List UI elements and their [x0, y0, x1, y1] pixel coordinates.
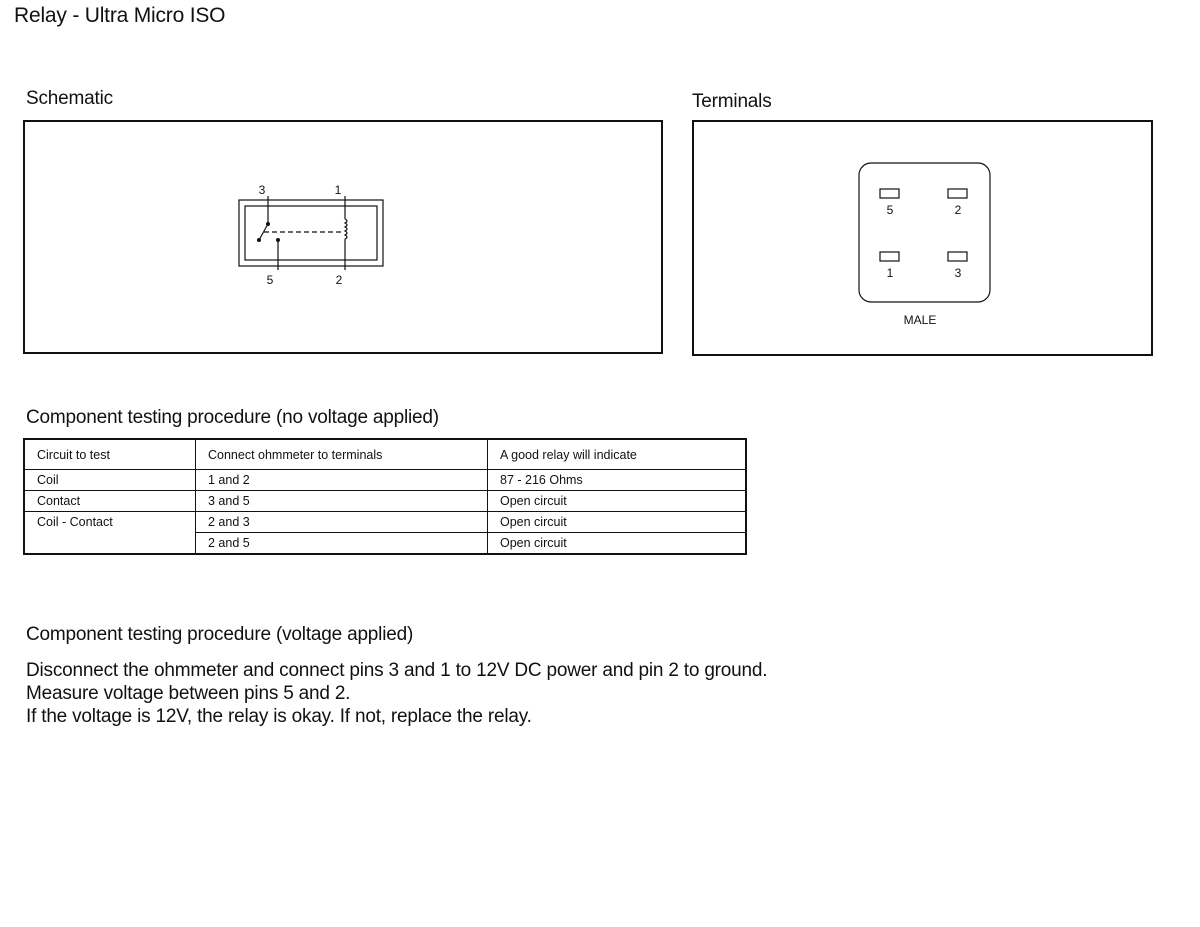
no-voltage-test-table: [23, 438, 747, 555]
no-voltage-test-heading: Component testing procedure (no voltage applied): [26, 407, 439, 428]
table-cell: 1 and 2: [196, 470, 488, 491]
terminal-slot-2: [948, 189, 967, 198]
table-cell: Open circuit: [488, 533, 747, 555]
table-row: [24, 470, 746, 491]
column-header-terminals: Connect ohmmeter to terminals: [196, 439, 488, 470]
table-row: [24, 533, 746, 555]
table-cell: 2 and 3: [196, 512, 488, 533]
terminal-connector-diagram: [694, 122, 1151, 354]
terminals-heading: Terminals: [692, 91, 772, 112]
instruction-line: Disconnect the ohmmeter and connect pins 3 and 1 to 12V DC power and pin 2 to ground.: [26, 660, 768, 681]
table-cell: [24, 533, 196, 555]
relay-schematic-diagram: [25, 122, 661, 352]
table-row: [24, 512, 746, 533]
terminal-pin-5-label: 5: [886, 203, 894, 217]
schematic-pin-1-label: 1: [334, 183, 342, 197]
instruction-line: If the voltage is 12V, the relay is okay. If not, replace the relay.: [26, 706, 532, 727]
switch-tip: [257, 238, 261, 242]
table-cell: Coil - Contact: [24, 512, 196, 533]
table-row: [24, 491, 746, 512]
terminal-slot-3: [948, 252, 967, 261]
contact-point: [276, 238, 280, 242]
relay-housing-inner: [245, 206, 377, 260]
voltage-test-heading: Component testing procedure (voltage applied): [26, 624, 414, 645]
terminal-pin-3-label: 3: [954, 266, 962, 280]
voltage-test-instructions: [26, 659, 767, 728]
table-cell: Open circuit: [488, 512, 747, 533]
terminal-slot-5: [880, 189, 899, 198]
column-header-circuit: Circuit to test: [37, 447, 110, 462]
schematic-pin-5-label: 5: [266, 273, 274, 287]
connector-body: [859, 163, 990, 302]
table-cell: 3 and 5: [196, 491, 488, 512]
terminals-panel: [692, 120, 1153, 356]
coil-winding: [345, 219, 347, 239]
schematic-panel: [23, 120, 663, 354]
schematic-pin-3-label: 3: [258, 183, 266, 197]
instruction-line: Measure voltage between pins 5 and 2.: [26, 683, 351, 704]
relay-housing-outer: [239, 200, 383, 266]
table-cell: Coil: [24, 470, 196, 491]
connector-gender-label: MALE: [903, 313, 937, 327]
schematic-pin-2-label: 2: [335, 273, 343, 287]
switch-pivot: [266, 222, 270, 226]
terminal-pin-1-label: 1: [886, 266, 894, 280]
page-title: Relay - Ultra Micro ISO: [14, 4, 226, 27]
table-header-row: [24, 439, 746, 470]
table-cell: Open circuit: [488, 491, 747, 512]
table-cell: Contact: [24, 491, 196, 512]
schematic-heading: Schematic: [26, 88, 113, 109]
terminal-pin-2-label: 2: [954, 203, 962, 217]
table-cell: 87 - 216 Ohms: [488, 470, 747, 491]
column-header-indication: A good relay will indicate: [488, 439, 747, 470]
table-cell: 2 and 5: [196, 533, 488, 555]
terminal-slot-1: [880, 252, 899, 261]
